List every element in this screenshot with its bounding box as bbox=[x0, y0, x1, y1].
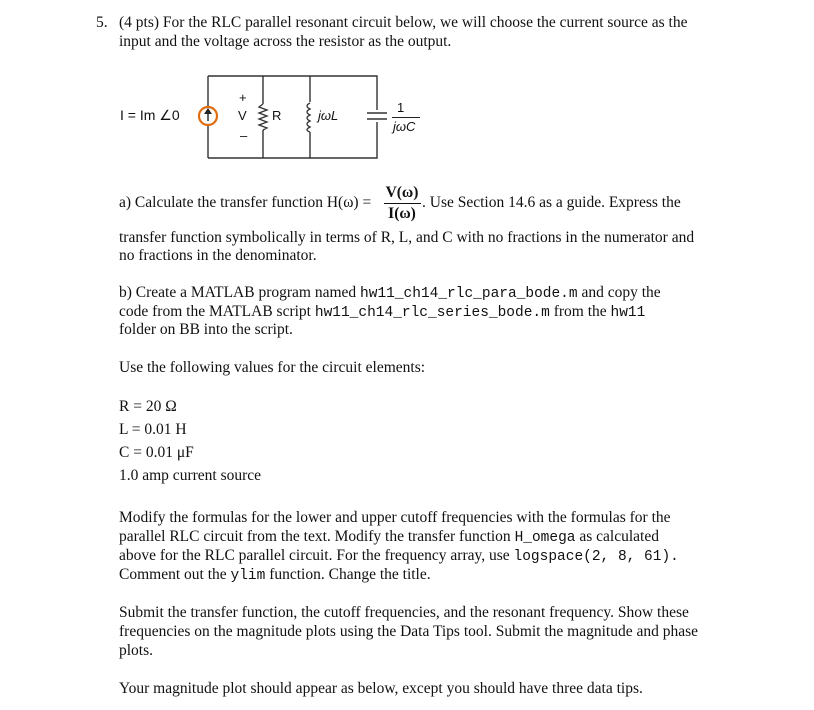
resistor-label: R bbox=[272, 108, 282, 123]
part-a-suffix: . Use Section 14.6 as a guide. Express the bbox=[422, 194, 681, 211]
code-folder-name: hw11 bbox=[610, 305, 646, 321]
problem-statement-line2: input and the voltage across the resistor as the output. bbox=[119, 33, 452, 50]
voltage-minus: – bbox=[240, 128, 248, 143]
submit-line3: plots. bbox=[119, 642, 154, 659]
code-h-omega: H_omega bbox=[514, 530, 576, 546]
part-b-line3: folder on BB into the script. bbox=[119, 321, 293, 338]
circuit-diagram bbox=[110, 70, 440, 170]
code-ylim: ylim bbox=[230, 568, 266, 584]
problem-statement-line1: (4 pts) For the RLC parallel resonant circuit below, we will choose the current source as the bbox=[119, 14, 688, 31]
inductor-label: jωL bbox=[318, 108, 339, 123]
source-label: I = Im ∠0 bbox=[120, 107, 180, 123]
tf-fraction-bar bbox=[384, 203, 421, 204]
part-a-line2: transfer function symbolically in terms of R, L, and C with no fractions in the numerator and bbox=[119, 229, 695, 246]
tf-numerator: V(ω) bbox=[385, 184, 419, 201]
modify-line1: Modify the formulas for the lower and upper cutoff frequencies with the formulas for the bbox=[119, 509, 671, 526]
capacitor-label-num: 1 bbox=[397, 100, 405, 115]
value-c: C = 0.01 μF bbox=[119, 444, 194, 461]
value-l: L = 0.01 H bbox=[119, 421, 187, 438]
problem-number: 5. bbox=[96, 14, 108, 31]
code-logspace: logspace(2, 8, 61). bbox=[513, 549, 679, 565]
values-intro: Use the following values for the circuit elements: bbox=[119, 359, 426, 376]
modify-line4: Comment out the ylim function. Change the title. bbox=[119, 566, 431, 584]
part-b-line1: b) Create a MATLAB program named hw11_ch14_rlc_para_bode.m and copy the bbox=[119, 284, 661, 302]
modify-line2: parallel RLC circuit from the text. Modify the transfer function H_omega as calculated bbox=[119, 528, 659, 546]
closing-note: Your magnitude plot should appear as below, except you should have three data tips. bbox=[119, 680, 643, 697]
value-amp: 1.0 amp current source bbox=[119, 467, 262, 484]
modify-line3: above for the RLC parallel circuit. For the frequency array, use logspace(2, 8, 61). bbox=[119, 547, 679, 565]
code-series-filename: hw11_ch14_rlc_series_bode.m bbox=[314, 305, 550, 321]
voltage-plus: + bbox=[239, 90, 247, 105]
value-r: R = 20 Ω bbox=[119, 398, 177, 415]
tf-denominator: I(ω) bbox=[388, 205, 416, 222]
voltage-label: V bbox=[238, 108, 247, 123]
part-a-prefix: a) Calculate the transfer function H(ω) = bbox=[119, 194, 372, 211]
capacitor-label-den: jωC bbox=[393, 119, 416, 134]
code-para-filename: hw11_ch14_rlc_para_bode.m bbox=[360, 286, 578, 302]
submit-line1: Submit the transfer function, the cutoff frequencies, and the resonant frequency. Show these bbox=[119, 604, 689, 621]
submit-line2: frequencies on the magnitude plots using the Data Tips tool. Submit the magnitude and phase bbox=[119, 623, 699, 640]
part-a-line3: no fractions in the denominator. bbox=[119, 247, 317, 264]
part-b-line2: code from the MATLAB script hw11_ch14_rlc_series_bode.m from the hw11 bbox=[119, 303, 646, 321]
